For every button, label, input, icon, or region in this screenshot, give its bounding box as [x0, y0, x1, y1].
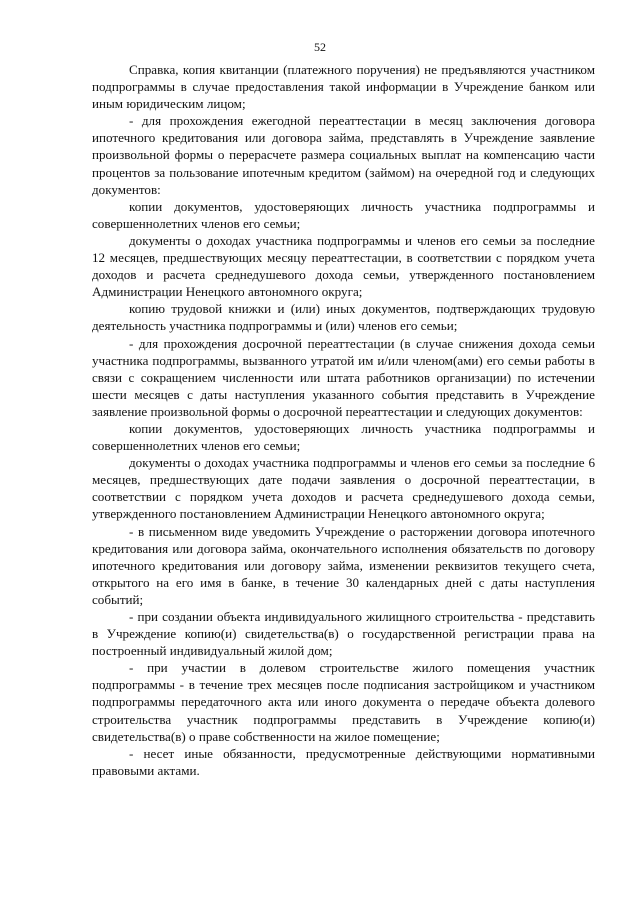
paragraph: Справка, копия квитанции (платежного поручения) не предъявляются участником подпрограммы в случае предоставления такой информации в Учреждение банком или иным юридическим лицом;	[92, 62, 595, 112]
page-number: 52	[314, 40, 326, 54]
paragraph: - при участии в долевом строительстве жилого помещения участник подпрограммы - в течение трех месяцев после подписания застройщиком и участником подпрограммы передаточного акта или иного документа о передаче объекта долевого строительства участник подпрограммы представить в Учреждение копию(и) свидетельства(в) о праве собственности на жилое помещение;	[92, 660, 595, 744]
body-text	[92, 61, 595, 779]
paragraph: документы о доходах участника подпрограммы и членов его семьи за последние 6 месяцев, предшествующих дате подачи заявления о досрочной переаттестации, в соответствии с порядком учета доходов и расчета среднедушевого дохода семьи, утвержденного постановлением Администрации Ненецкого автономного округа;	[92, 455, 595, 522]
paragraph: - при создании объекта индивидуального жилищного строительства - представить в Учреждение копию(и) свидетельства(в) о государственной регистрации права на построенный индивидуальный жилой дом;	[92, 609, 595, 659]
paragraph: копии документов, удостоверяющих личность участника подпрограммы и совершеннолетних членов его семьи;	[92, 420, 595, 454]
paragraph: документы о доходах участника подпрограммы и членов его семьи за последние 12 месяцев, предшествующих месяцу переаттестации, в соответствии с порядком учета доходов и расчета среднедушевого дохода семьи, утвержденного постановлением Администрации Ненецкого автономного округа;	[92, 232, 595, 300]
paragraph: копию трудовой книжки и (или) иных документов, подтверждающих трудовую деятельность участника подпрограммы и (или) членов его семьи;	[92, 301, 595, 334]
paragraph: копии документов, удостоверяющих личность участника подпрограммы и совершеннолетних членов его семьи;	[92, 198, 595, 231]
paragraph: - для прохождения досрочной переаттестации (в случае снижения дохода семьи участника подпрограммы, вызванного утратой им и/или членом(ами) его семьи работы в связи с сокращением численности или штата работников организации) по истечении шести месяцев с даты наступления указанного события представить в Учреждение заявление произвольной формы о досрочной переаттестации и следующих документов:	[92, 335, 595, 419]
paragraph: - для прохождения ежегодной переаттестации в месяц заключения договора ипотечного кредитования или договора займа, представлять в Учреждение заявление произвольной формы о перерасчете размера социальных выплат на компенсацию части процентов за пользование ипотечным кредитом (займом) на очередной год и следующих документов:	[92, 113, 595, 197]
paragraph: - несет иные обязанности, предусмотренные действующими нормативными правовыми актами.	[92, 745, 595, 778]
paragraph: - в письменном виде уведомить Учреждение о расторжении договора ипотечного кредитования или договора займа, окончательного исполнения обязательств по договору ипотечного кредитования или договору займа, изменении реквизитов текущего счета, открытого на его имя в банке, в течение 30 календарных дней с даты наступления событий;	[92, 523, 595, 607]
